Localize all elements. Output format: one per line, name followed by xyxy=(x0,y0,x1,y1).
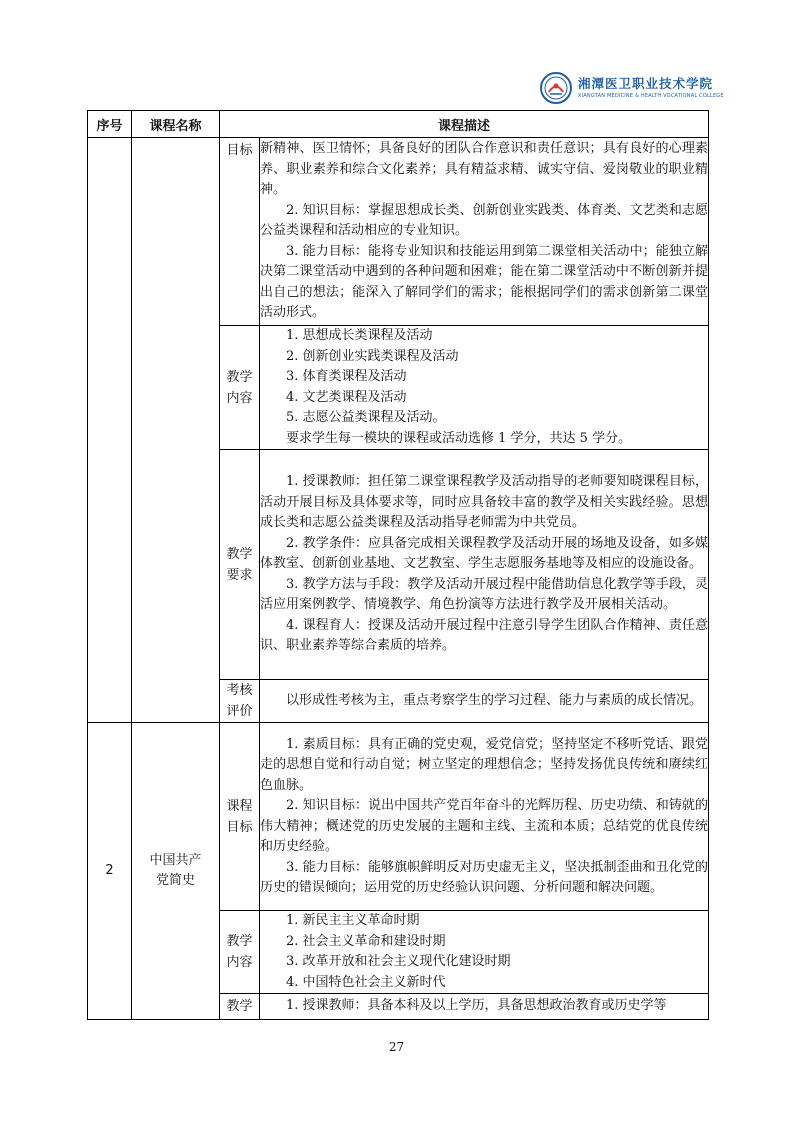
row1-eval-desc xyxy=(260,680,709,723)
paragraph: 3. 教学方法与手段：教学及活动开展过程中能借助信息化教学等手段，灵活应用案例教学、情境教学、角色扮演等方法进行教学及开展相关活动。 xyxy=(260,576,709,613)
label-line: 内容 xyxy=(226,955,253,970)
list-item: 2. 社会主义革命和建设时期 xyxy=(286,933,446,949)
logo-chinese-name: 湘潭医卫职业技术学院 xyxy=(578,76,714,91)
row1-req-desc xyxy=(260,450,709,680)
list-item: 4. 中国特色社会主义新时代 xyxy=(286,974,446,990)
label-line: 评价 xyxy=(226,704,253,719)
row1-goal-line: 2. 知识目标：掌握思想成长类、创新创业实践类、体育类、文艺类和志愿公益类课程和活动相应的专业知识。 xyxy=(260,202,709,239)
row1-goal-label: 目标 xyxy=(220,138,260,326)
row2-content-label xyxy=(220,911,260,994)
list-item: 3. 改革开放和社会主义现代化建设时期 xyxy=(286,954,511,969)
row2-req-desc xyxy=(260,994,709,1020)
list-item: 3. 体育类课程及活动 xyxy=(286,369,407,384)
row2-goal-label xyxy=(220,723,260,911)
label-line: 考核 xyxy=(226,683,253,698)
row1-req-label xyxy=(220,450,260,680)
header-course-name: 课程名称 xyxy=(132,111,220,138)
label-line: 目标 xyxy=(226,819,253,835)
table-row xyxy=(88,138,709,326)
page-number: 27 xyxy=(388,1040,405,1054)
college-emblem-icon xyxy=(540,72,572,104)
row2-content-desc xyxy=(260,911,709,994)
row1-goal-desc xyxy=(260,138,709,326)
table-row xyxy=(88,723,709,911)
paragraph: 3. 能力目标：能够旗帜鲜明反对历史虚无主义，坚决抵制歪曲和丑化党的历史的错误倾向；运用党的历史经验认识问题、分析问题和解决问题。 xyxy=(260,859,709,895)
table-header-row xyxy=(88,111,709,138)
course-name-line: 中国共产 xyxy=(149,853,202,868)
row2-goal-desc xyxy=(260,723,709,911)
label-line: 课程 xyxy=(226,798,253,814)
header-no: 序号 xyxy=(88,111,132,138)
row1-eval-label xyxy=(220,680,260,723)
header-course-desc: 课程描述 xyxy=(220,111,709,138)
label-line: 教学 xyxy=(226,369,253,385)
paragraph: 1. 授课教师：担任第二课堂课程教学及活动指导的老师要知晓课程目标，活动开展目标及具体要求等，同时应具备较丰富的教学及相关实践经验。思想成长类和志愿公益类课程及活动指导老师需为中共党员。 xyxy=(260,474,709,531)
label-line: 要求 xyxy=(226,567,253,583)
list-item: 1. 思想成长类课程及活动 xyxy=(286,328,433,343)
logo-english-name: XIANGTAN MEDICINE & HEALTH VOCATIONAL COLLEGE xyxy=(578,93,724,99)
row1-name-cell xyxy=(132,138,220,723)
college-logo xyxy=(540,72,724,106)
paragraph: 2. 知识目标：说出中国共产党百年奋斗的光辉历程、历史功绩、和铸就的伟大精神；概述党的历史发展的主题和主线、主流和本质；总结党的优良传统和历史经验。 xyxy=(260,798,709,854)
course-table xyxy=(87,110,709,1020)
paragraph: 1. 授课教师：具备本科及以上学历，具备思想政治教育或历史学等 xyxy=(286,998,667,1014)
row1-content-desc xyxy=(260,326,709,450)
row1-goal-line: 3. 能力目标：能将专业知识和技能运用到第二课堂相关活动中；能独立解决第二课堂活动中遇到的各种问题和困难；能在第二课堂活动中不断创新并提出自己的想法；能深入了解同学们的需求；能根据同学们的需求创新第二课堂活动形式。 xyxy=(260,243,709,321)
list-item: 要求学生每一模块的课程或活动选修 1 学分，共达 5 学分。 xyxy=(286,430,632,446)
row2-no-cell: 2 xyxy=(88,723,132,1020)
list-item: 1. 新民主主义革命时期 xyxy=(286,913,420,928)
paragraph: 以形成性考核为主，重点考察学生的学习过程、能力与素质的成长情况。 xyxy=(286,692,703,708)
row2-req-label: 教学 xyxy=(220,994,260,1020)
row1-content-label xyxy=(220,326,260,450)
label-line: 内容 xyxy=(226,390,253,406)
paragraph: 1. 素质目标：具有正确的党史观，爱党信党；坚持坚定不移听党话、跟党走的思想自觉和行动自觉；树立坚定的理想信念；坚持发扬优良传统和赓续红色血脉。 xyxy=(260,736,709,793)
list-item: 4. 文艺类课程及活动 xyxy=(286,389,407,405)
row1-no-cell xyxy=(88,138,132,723)
list-item: 5. 志愿公益类课程及活动。 xyxy=(286,410,446,425)
row2-name-cell xyxy=(132,723,220,1020)
course-name-line: 党简史 xyxy=(155,873,195,888)
row1-goal-line: 新精神、医卫情怀；具备良好的团队合作意识和责任意识；具有良好的心理素养、职业素养和综合文化素养；具有精益求精、诚实守信、爱岗敬业的职业精神。 xyxy=(260,141,709,198)
label-line: 教学 xyxy=(226,934,253,949)
label-line: 教学 xyxy=(226,546,253,562)
paragraph: 4. 课程育人：授课及活动开展过程中注意引导学生团队合作精神、责任意识、职业素养等综合素质的培养。 xyxy=(260,617,709,654)
list-item: 2. 创新创业实践类课程及活动 xyxy=(286,348,459,364)
paragraph: 2. 教学条件：应具备完成相关课程教学及活动开展的场地及设备，如多媒体教室、创新创业基地、文艺教室、学生志愿服务基地等及相应的设施设备。 xyxy=(260,535,709,572)
